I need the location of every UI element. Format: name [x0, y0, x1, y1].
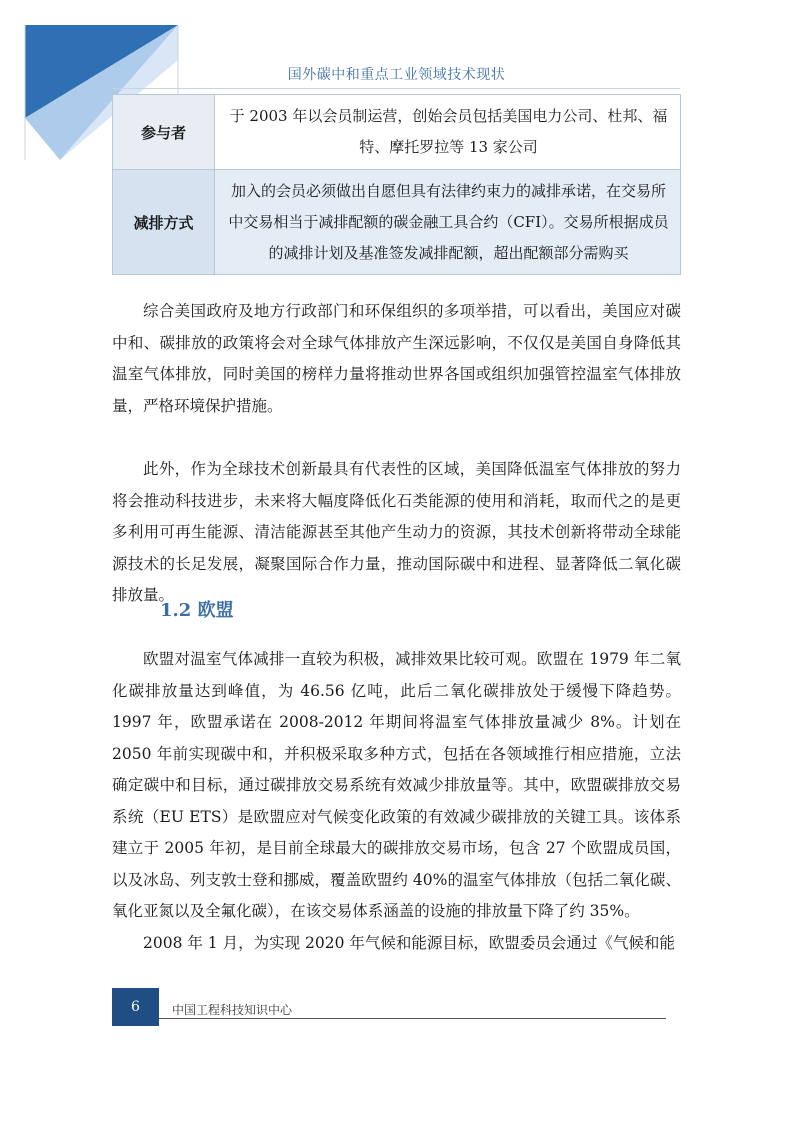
section-heading: 1.2 欧盟 — [160, 600, 234, 621]
body-paragraph: 此外，作为全球技术创新最具有代表性的区域，美国降低温室气体排放的努力将会推动科技进步，未来将大幅度降低化石类能源的使用和消耗，取而代之的是更多利用可再生能源、清洁能源甚至其他产生动力的资源，其技术创新将带动全球能源技术的长足发展，凝聚国际合作力量，推动国际碳中和进程、显著降低二氧化碳排放量。 — [112, 460, 681, 604]
info-table — [112, 94, 681, 275]
table-row — [113, 95, 681, 170]
table-row-label: 参与者 — [113, 95, 215, 170]
body-paragraph: 综合美国政府及地方行政部门和环保组织的多项举措，可以看出，美国应对碳中和、碳排放的政策将会对全球气体排放产生深远影响，不仅仅是美国自身降低其温室气体排放，同时美国的榜样力量将推动世界各国或组织加强管控温室气体排放量，严格环境保护措施。 — [112, 302, 681, 415]
table-row — [113, 170, 681, 275]
body-paragraph: 2008 年 1 月，为实现 2020 年气候和能源目标，欧盟委员会通过《气候和能 — [143, 934, 675, 952]
footer-publisher: 中国工程科技知识中心 — [172, 1003, 293, 1017]
header-divider — [112, 88, 680, 89]
body-paragraph: 欧盟对温室气体减排一直较为积极，减排效果比较可观。欧盟在 1979 年二氧化碳排放量达到峰值，为 46.56 亿吨，此后二氧化碳排放处于缓慢下降趋势。1997 年，欧盟承诺在 2008-2012 年期间将温室气体排放量减少 8%。计划在 2050 年前实现碳中和，并积极采取多种方式，包括在各领域推行相应措施，立法确定碳中和目标，通过碳排放交易系统有效减少排放量等。其中，欧盟碳排放交易系统（EU ETS）是欧盟应对气候变化政策的有效减少碳排放的关键工具。该体系建立于 2005 年初，是目前全球最大的碳排放交易市场，包含 27 个欧盟成员国，以及冰岛、列支敦士登和挪威，覆盖欧盟约 40%的温室气体排放（包括二氧化碳、氧化亚氮以及全氟化碳），在该交易体系涵盖的设施的排放量下降了约 35%。 — [112, 650, 681, 920]
page-number: 6 — [112, 988, 159, 1026]
table-row-label: 减排方式 — [113, 170, 215, 275]
footer-divider — [159, 1018, 666, 1019]
table-row-value: 加入的会员必须做出自愿但具有法律约束力的减排承诺，在交易所中交易相当于减排配额的碳金融工具合约（CFI）。交易所根据成员的减排计划及基准签发减排配额，超出配额部分需购买 — [215, 170, 681, 275]
running-header: 国外碳中和重点工业领域技术现状 — [287, 67, 506, 83]
table-row-value: 于 2003 年以会员制运营，创始会员包括美国电力公司、杜邦、福特、摩托罗拉等 13 家公司 — [215, 95, 681, 170]
